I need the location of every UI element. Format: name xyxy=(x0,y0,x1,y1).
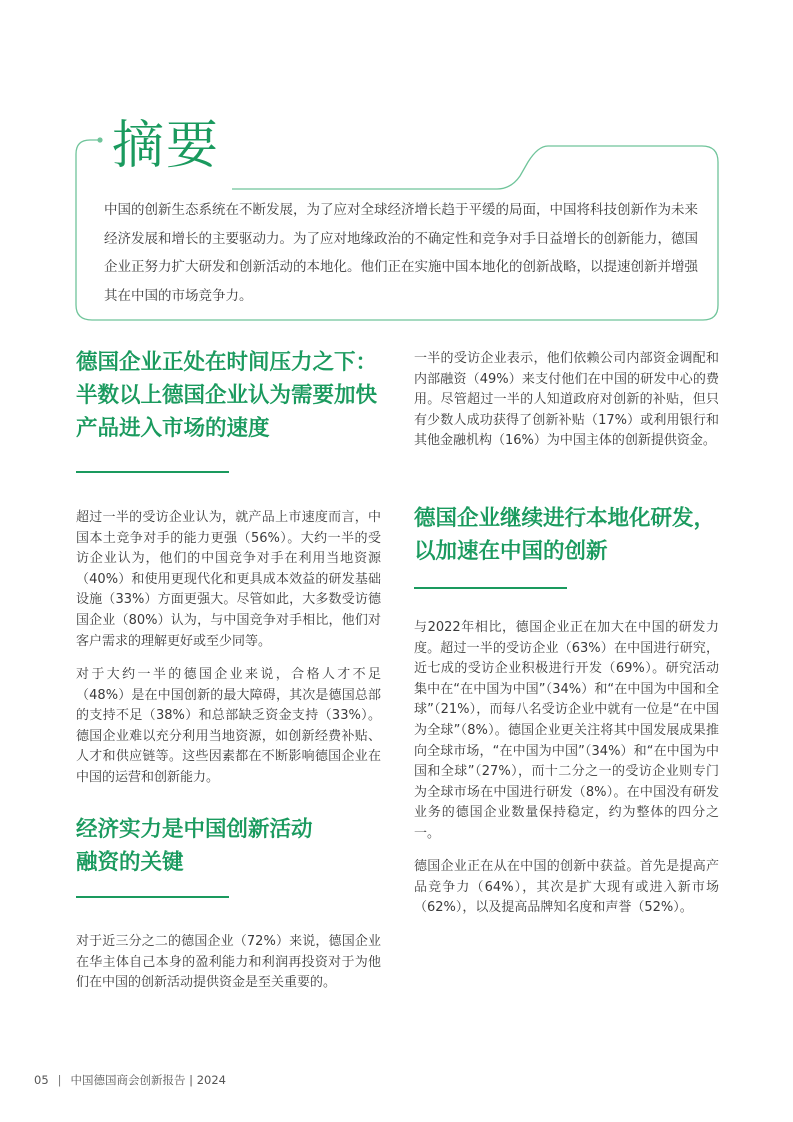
section1-heading-line2: 半数以上德国企业认为需要加快 xyxy=(76,383,378,408)
section2-heading-line1: 经济实力是中国创新活动 xyxy=(76,817,313,842)
section1-heading-line3: 产品进入市场的速度 xyxy=(76,416,270,441)
section2-heading-line2: 融资的关键 xyxy=(76,850,184,875)
section3-heading-line1: 德国企业继续进行本地化研发， xyxy=(414,506,716,531)
section1-paragraph2: 对于大约一半的德国企业来说，合格人才不足（48%）是在中国创新的最大障碍，其次是德国总部的支持不足（38%）和总部缺乏资金支持（33%）。德国企业难以充分利用当地资源，如创新经费补贴、人才和供应链等。这些因素都在不断影响德国企业在中国的运营和创新能力。 xyxy=(76,667,381,785)
report-title: 中国德国商会创新报告 | 2024 xyxy=(70,1073,226,1087)
section1-heading xyxy=(76,346,396,445)
right-top-paragraph: 一半的受访企业表示，他们依赖公司内部资金调配和内部融资（49%）来支付他们在中国的研发中心的费用。尽管超过一半的人知道政府对创新的补贴，但只有少数人成功获得了创新补贴（17%）或利用银行和其他金融机构（16%）为中国主体的创新提供资金。 xyxy=(414,351,719,449)
page-footer xyxy=(34,1072,226,1088)
summary-text: 中国的创新生态系统在不断发展，为了应对全球经济增长趋于平缓的局面，中国将科技创新作为未来经济发展和增长的主要驱动力。为了应对地缘政治的不确定性和竞争对手日益增长的创新能力，德国企业正努力扩大研发和创新活动的本地化。他们正在实施中国本地化的创新战略，以提速创新并增强其在中国的市场竞争力。 xyxy=(104,202,698,304)
section1-heading-line1: 德国企业正处在时间压力之下： xyxy=(76,350,378,375)
section1-paragraph1: 超过一半的受访企业认为，就产品上市速度而言，中国本土竞争对手的能力更强（56%）。大约一半的受访企业认为，他们的中国竞争对手在利用当地资源（40%）和使用更现代化和更具成本效益的研发基础设施（33%）方面更强大。尽管如此，大多数受访德国企业（80%）认为，与中国竞争对手相比，他们对客户需求的理解更好或至少同等。 xyxy=(76,510,381,649)
footer-separator: | xyxy=(57,1073,62,1087)
section3-paragraph1: 与2022年相比，德国企业正在加大在中国的研发力度。超过一半的受访企业（63%）在中国进行研究，近七成的受访企业积极进行开发（69%）。研究活动集中在“在中国为中国”（34%）和“在中国为中国和全球”（21%），而每八名受访企业中就有一位是“在中国为全球”（8%）。德国企业更关注将其中国发展成果推向全球市场，“在中国为中国”（34%）和“在中国为中国和全球”（27%），而十二分之一的受访企业则专门为全球市场在中国进行研发（8%）。在中国没有研发业务的德国企业数量保持稳定，约为整体的四分之一。 xyxy=(414,620,719,841)
summary-title: 摘要 xyxy=(112,116,221,176)
section2-paragraph1: 对于近三分之二的德国企业（72%）来说，德国企业在华主体自己本身的盈利能力和利润再投资对于为他们在中国的创新活动提供资金是至关重要的。 xyxy=(76,934,381,991)
section2-divider xyxy=(76,896,229,898)
section3-divider xyxy=(414,587,567,589)
section2-heading xyxy=(76,813,396,879)
section3-heading xyxy=(414,502,734,568)
section3-paragraph2: 德国企业正在从在中国的创新中获益。首先是提高产品竞争力（64%），其次是扩大现有或进入新市场（62%），以及提高品牌知名度和声誉（52%）。 xyxy=(414,859,719,916)
page-number: 05 xyxy=(34,1073,49,1087)
frame-dot-icon xyxy=(97,137,102,142)
section1-divider xyxy=(76,471,229,473)
section3-heading-line2: 以加速在中国的创新 xyxy=(414,539,608,564)
